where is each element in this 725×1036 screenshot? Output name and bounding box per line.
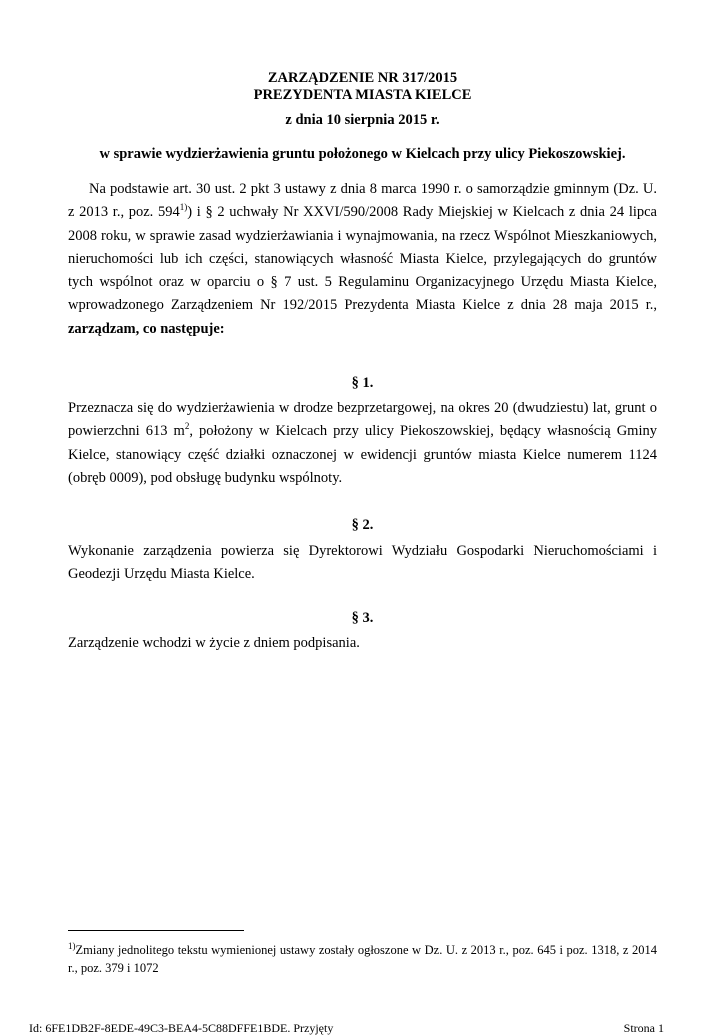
- document-title-line-1: ZARZĄDZENIE NR 317/2015: [267, 70, 458, 86]
- section-1-text-b: , położony w Kielcach przy ulicy Piekoszowskiej, będący własnością Gminy Kielce, stanowiący część działki oznaczonej w ewidencji gruntów miasta Kielce numerem 1124 (obręb 0009), pod obsługę budynku wspólnoty.: [68, 423, 657, 486]
- footnote-reference: 1): [179, 202, 188, 213]
- section-3-heading: § 3.: [351, 610, 374, 626]
- preamble-text-b: ) i § 2 uchwały Nr XXVI/590/2008 Rady Miejskiej w Kielcach z dnia 24 lipca 2008 roku, w sprawie zasad wydzierżawiania i wynajmowania, na rzecz Wspólnot Mieszkaniowych, nieruchomości lub ich części, stanowiących własność Miasta Kielce, przylegających do gruntów tych wspólnot oraz w oparciu o § 7 ust. 5 Regulaminu Organizacyjnego Urzędu Miasta Kielce, wprowadzonego Zarządzeniem Nr 192/2015 Prezydenta Miasta Kielce z dnia 28 maja 2015 r.,: [68, 204, 657, 314]
- preamble-paragraph: [68, 178, 657, 341]
- section-1-text: [68, 397, 657, 490]
- section-1-text-a: Przeznacza się do wydzierżawienia w drodze bezprzetargowej, na okres 20 (dwudziestu) lat, grunt o powierzchni 613 m: [68, 400, 657, 440]
- footnote-marker: 1): [68, 940, 76, 951]
- section-2-heading: § 2.: [351, 517, 374, 533]
- section-3-text: Zarządzenie wchodzi w życie z dniem podpisania.: [68, 635, 360, 651]
- page-number: Strona 1: [623, 1021, 664, 1035]
- footnote: [68, 941, 657, 977]
- document-id: Id: 6FE1DB2F-8EDE-49C3-BEA4-5C88DFFE1BDE. Przyjęty: [29, 1021, 334, 1035]
- preamble-text-a: Na podstawie art. 30 ust. 2 pkt 3 ustawy z dnia 8 marca 1990 r. o samorządzie gminnym (Dz. U. z 2013 r., poz. 594: [68, 181, 657, 221]
- area-unit-superscript: 2: [184, 421, 190, 432]
- footnote-text: Zmiany jednolitego tekstu wymienionej ustawy zostały ogłoszone w Dz. U. z 2013 r., poz. 645 i poz. 1318, z 2014 r., poz. 379 i 1072: [68, 943, 657, 975]
- document-subject: w sprawie wydzierżawienia gruntu położonego w Kielcach przy ulicy Piekoszowskiej.: [99, 146, 626, 162]
- document-title-line-2: PREZYDENTA MIASTA KIELCE: [253, 87, 472, 103]
- preamble-decision: zarządzam, co następuje:: [68, 320, 225, 337]
- section-1-heading: § 1.: [351, 375, 374, 391]
- section-2-text: Wykonanie zarządzenia powierza się Dyrektorowi Wydziału Gospodarki Nieruchomościami i Geodezji Urzędu Miasta Kielce.: [68, 543, 657, 583]
- document-date: z dnia 10 sierpnia 2015 r.: [285, 112, 440, 128]
- footnote-separator: [68, 930, 244, 931]
